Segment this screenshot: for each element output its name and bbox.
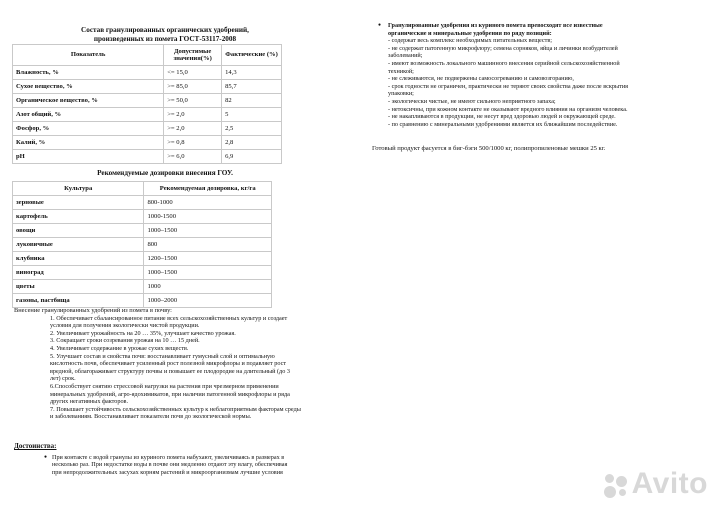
table-row: зерновые 800-1000 xyxy=(13,196,272,210)
list-item: 6.Способствует снятию стрессовой нагрузки на растения при чрезмерном применении xyxy=(50,382,279,390)
right-column xyxy=(378,22,688,128)
right-intro-cont: органические и минеральные удобрения по ряду позиций: xyxy=(388,29,552,37)
composition-title: Состав гранулированных органических удобрений, произведенных из помета ГОСТ-53117-2008 xyxy=(81,26,249,43)
list-item: - не содержат патогенную микрофлору; семена сорняков, яйца и личинки возбудителей xyxy=(388,44,618,52)
list-item: - не накапливаются в продукции, не несут вред здоровью людей и окружающей среде. xyxy=(388,113,616,121)
header-actual: Фактические (%) xyxy=(222,45,282,66)
dosage-title: Рекомендуемые дозировки внесения ГОУ. xyxy=(97,169,233,177)
list-item: других негативных факторов. xyxy=(50,398,129,406)
avito-logo-icon xyxy=(603,472,629,498)
table-row: клубника 1200–1500 xyxy=(13,252,272,266)
right-intro: ● Гранулированные удобрения из куриного помета превосходят все известные xyxy=(378,22,603,29)
header-indicator: Показатель xyxy=(13,45,164,66)
list-item: - срок годности не ограничен, практически не теряют своих свойства даже после вскрытия xyxy=(388,82,628,90)
advantages-heading: Достоинства: xyxy=(14,442,57,450)
list-item: 1. Обеспечивает сбалансированное питание всех сельскохозяйственных культур и создает xyxy=(50,314,288,322)
table-row: овощи 1000–1500 xyxy=(13,224,272,238)
table-row: Органическое вещество, % >= 50,0 82 xyxy=(13,94,282,108)
table-row: Сухое вещество, % >= 85,0 85,7 xyxy=(13,80,282,94)
header-dosage: Рекомендуемая дозировка, кг/га xyxy=(144,182,272,196)
table-row: цветы 1000 xyxy=(13,280,272,294)
list-item: несколько раз. При недостатке воды в почве они медленно отдают эту влагу, обеспечивая xyxy=(52,461,288,469)
table-row: pH >= 6,0 6,9 xyxy=(13,150,282,164)
dosage-table xyxy=(12,181,272,308)
list-item: 7. Повышает устойчивость сельскохозяйственных культур к неблагоприятным факторам среды xyxy=(50,405,301,413)
list-item: - нетоксичны, при кожном контакте не оказывают вредного влияния на организм человека. xyxy=(388,105,628,113)
list-item: лет) срок. xyxy=(50,375,76,383)
list-item: 2. Увеличивает урожайность на 20 … 35%, улучшает качество урожая. xyxy=(50,329,236,337)
table-row: картофель 1000-1500 xyxy=(13,210,272,224)
list-item: кислотность почв, обеспечивает усиленный рост полезной микрофлоры и подавляет рост xyxy=(50,360,287,368)
list-item: - содержат весь комплекс необходимых питательных веществ; xyxy=(388,37,552,45)
advantages-section xyxy=(14,443,354,476)
list-item: ● При контакте с водой гранулы из куриного помета набухают, увеличиваясь в размерах в xyxy=(44,453,285,461)
list-item: 5. Улучшает состав и свойства почв: восстанавливает гумусный слой и оптимальную xyxy=(50,352,275,360)
list-item: минеральных удобрений, агро-ядохимикатов, при наличии патогенной микрофлоры и ряда xyxy=(50,390,290,398)
list-item: при непродолжительных засухах корням растений и микроорганизмам лучшие условия xyxy=(52,468,283,476)
list-item: вредной, облагораживает структуру почвы и повышает ее плодородие на длительный (до 3 xyxy=(50,367,290,375)
table-row: Азот общий, % >= 2,0 5 xyxy=(13,108,282,122)
list-item: 4. Увеличивает содержание в урожае сухих веществ. xyxy=(50,344,189,352)
list-item: - экологически чистые, не имеют сильного неприятного запаха; xyxy=(388,97,556,105)
list-item: и заболеваниям. Восстанавливает показатели почв до экологической нормы. xyxy=(50,413,252,421)
composition-table xyxy=(12,44,282,164)
benefits-heading: Внесение гранулированных удобрений из помета в почву: xyxy=(14,307,172,314)
list-item: упаковки; xyxy=(388,90,414,98)
bullet-icon: ● xyxy=(44,454,48,460)
list-item: - имеют возможность локального машинного внесения серийной сельскохозяйственной xyxy=(388,59,620,67)
advantages-list xyxy=(14,454,354,477)
benefits-list xyxy=(14,315,354,421)
benefits-section xyxy=(14,307,354,421)
list-item: условия для получения экологически чистой продукции. xyxy=(50,322,200,330)
packaging-note: Готовый продукт фасуется в биг-бэги 500/1000 кг, полипропиленовые мешки 25 кг. xyxy=(372,145,606,152)
table-row: Калий, % >= 0,8 2,8 xyxy=(13,136,282,150)
table-row: газоны, пастбища 1000–2000 xyxy=(13,294,272,308)
list-item: 3. Сокращает сроки созревания урожая на 10 … 15 дней. xyxy=(50,337,200,345)
header-crop: Культура xyxy=(13,182,144,196)
header-allowed: Допустимые значения(%) xyxy=(164,45,222,66)
avito-watermark: Avito xyxy=(603,467,708,501)
table-row: луковичные 800 xyxy=(13,238,272,252)
table-row: Фосфор, % >= 2,0 2,5 xyxy=(13,122,282,136)
bullet-icon: ● xyxy=(378,23,382,28)
list-item: заболеваний; xyxy=(388,52,423,60)
dosage-header-row xyxy=(13,182,272,196)
list-item: - не слеживаются, не подвержены самосогреванию и самовозгоранию, xyxy=(388,75,574,83)
table-row: Влажность, % <= 15,0 14,3 xyxy=(13,66,282,80)
list-item: техникой; xyxy=(388,67,414,75)
composition-header-row xyxy=(13,45,282,66)
list-item: - по сравнению с минеральными удобрениями является их ближайшим последействие. xyxy=(388,120,618,128)
table-row: виноград 1000–1500 xyxy=(13,266,272,280)
